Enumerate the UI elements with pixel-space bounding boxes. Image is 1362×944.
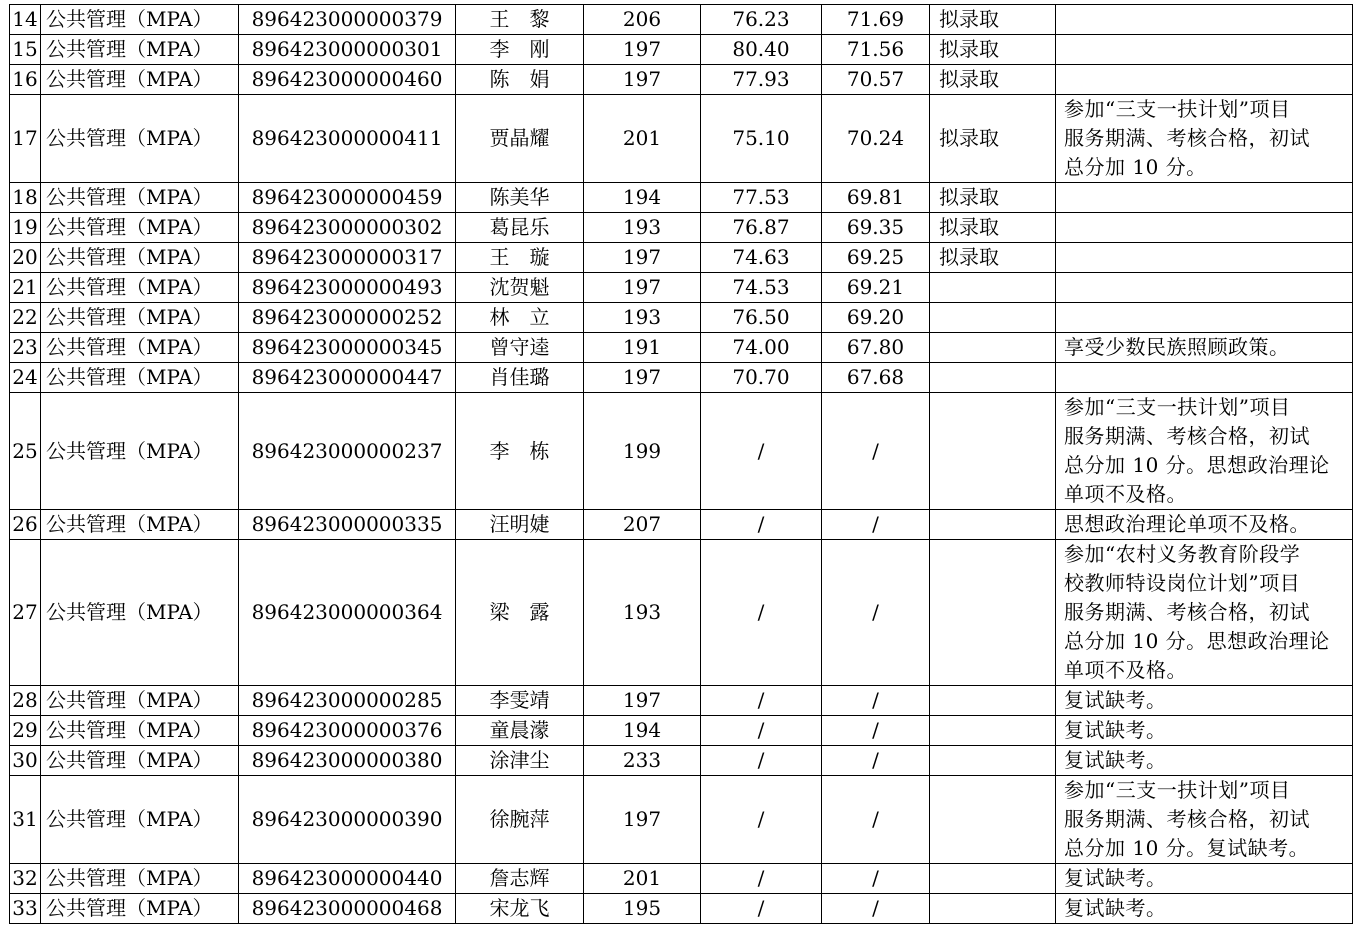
results-sheet (9, 4, 1353, 924)
remarks-cell (1056, 95, 1353, 183)
table-row (10, 65, 1353, 95)
remarks-line: 服务期满、考核合格，初试 (1064, 424, 1310, 448)
retest-score-cell: 77.93 (701, 65, 822, 95)
row-number-cell: 24 (10, 363, 41, 393)
major-cell: 公共管理（MPA） (41, 864, 239, 894)
row-number-cell: 15 (10, 35, 41, 65)
preliminary-score-cell: 233 (584, 746, 701, 776)
major-cell: 公共管理（MPA） (41, 716, 239, 746)
remarks-line: 复试缺考。 (1064, 748, 1167, 772)
row-number-cell: 17 (10, 95, 41, 183)
remarks-cell (1056, 303, 1353, 333)
candidate-id-cell: 896423000000301 (239, 35, 456, 65)
candidate-id-cell: 896423000000380 (239, 746, 456, 776)
candidate-name-cell: 徐腕萍 (456, 776, 584, 864)
row-number-cell: 29 (10, 716, 41, 746)
row-number-cell: 30 (10, 746, 41, 776)
table-row (10, 894, 1353, 924)
remarks-line: 单项不及格。 (1064, 482, 1187, 506)
admission-status-cell (930, 363, 1056, 393)
admission-status-cell (930, 333, 1056, 363)
major-cell: 公共管理（MPA） (41, 894, 239, 924)
preliminary-score-cell: 206 (584, 5, 701, 35)
admission-status-cell (930, 273, 1056, 303)
remarks-cell (1056, 510, 1353, 540)
remarks-cell (1056, 746, 1353, 776)
preliminary-score-cell: 194 (584, 183, 701, 213)
remarks-line: 校教师特设岗位计划”项目 (1064, 571, 1301, 595)
major-cell: 公共管理（MPA） (41, 183, 239, 213)
candidate-id-cell: 896423000000317 (239, 243, 456, 273)
candidate-name-cell: 陈 娟 (456, 65, 584, 95)
table-row (10, 333, 1353, 363)
row-number-cell: 21 (10, 273, 41, 303)
candidate-name-cell: 涂津尘 (456, 746, 584, 776)
remarks-cell (1056, 864, 1353, 894)
remarks-line: 服务期满、考核合格，初试 (1064, 126, 1310, 150)
table-body (10, 5, 1353, 924)
candidate-id-cell: 896423000000252 (239, 303, 456, 333)
retest-score-cell: 76.23 (701, 5, 822, 35)
major-cell: 公共管理（MPA） (41, 273, 239, 303)
candidate-name-cell: 李雯靖 (456, 686, 584, 716)
total-score-cell: / (822, 686, 930, 716)
candidate-name-cell: 李 栋 (456, 393, 584, 510)
candidate-id-cell: 896423000000335 (239, 510, 456, 540)
total-score-cell: / (822, 510, 930, 540)
remarks-empty (1064, 213, 1348, 242)
remarks-cell (1056, 540, 1353, 686)
candidate-id-cell: 896423000000440 (239, 864, 456, 894)
candidate-name-cell: 汪明婕 (456, 510, 584, 540)
retest-score-cell: 74.53 (701, 273, 822, 303)
admission-status-cell: 拟录取 (930, 243, 1056, 273)
remarks-empty (1064, 5, 1348, 34)
remarks-empty (1064, 303, 1348, 332)
preliminary-score-cell: 197 (584, 273, 701, 303)
remarks-line: 参加“三支一扶计划”项目 (1064, 395, 1291, 419)
candidate-name-cell: 王 璇 (456, 243, 584, 273)
candidate-id-cell: 896423000000447 (239, 363, 456, 393)
table-row (10, 183, 1353, 213)
remarks-line: 参加“三支一扶计划”项目 (1064, 778, 1291, 802)
remarks-line: 服务期满、考核合格，初试 (1064, 807, 1310, 831)
preliminary-score-cell: 207 (584, 510, 701, 540)
candidate-id-cell: 896423000000459 (239, 183, 456, 213)
retest-score-cell: / (701, 510, 822, 540)
retest-score-cell: 70.70 (701, 363, 822, 393)
remarks-empty (1064, 183, 1348, 212)
remarks-line: 享受少数民族照顾政策。 (1064, 335, 1290, 359)
retest-score-cell: 77.53 (701, 183, 822, 213)
major-cell: 公共管理（MPA） (41, 510, 239, 540)
retest-score-cell: 74.63 (701, 243, 822, 273)
remarks-line: 思想政治理论单项不及格。 (1064, 512, 1310, 536)
major-cell: 公共管理（MPA） (41, 95, 239, 183)
retest-score-cell: 76.87 (701, 213, 822, 243)
major-cell: 公共管理（MPA） (41, 776, 239, 864)
retest-score-cell: 75.10 (701, 95, 822, 183)
remarks-line: 单项不及格。 (1064, 658, 1187, 682)
candidate-id-cell: 896423000000302 (239, 213, 456, 243)
total-score-cell: 70.57 (822, 65, 930, 95)
preliminary-score-cell: 197 (584, 776, 701, 864)
candidate-name-cell: 詹志辉 (456, 864, 584, 894)
candidate-name-cell: 葛昆乐 (456, 213, 584, 243)
total-score-cell: / (822, 746, 930, 776)
row-number-cell: 22 (10, 303, 41, 333)
candidate-name-cell: 林 立 (456, 303, 584, 333)
row-number-cell: 18 (10, 183, 41, 213)
remarks-empty (1064, 273, 1348, 302)
candidate-id-cell: 896423000000364 (239, 540, 456, 686)
remarks-line: 参加“三支一扶计划”项目 (1064, 97, 1291, 121)
retest-score-cell: 76.50 (701, 303, 822, 333)
remarks-line: 参加“农村义务教育阶段学 (1064, 542, 1301, 566)
preliminary-score-cell: 197 (584, 363, 701, 393)
preliminary-score-cell: 201 (584, 864, 701, 894)
major-cell: 公共管理（MPA） (41, 213, 239, 243)
table-row (10, 510, 1353, 540)
preliminary-score-cell: 191 (584, 333, 701, 363)
major-cell: 公共管理（MPA） (41, 540, 239, 686)
total-score-cell: 69.21 (822, 273, 930, 303)
row-number-cell: 26 (10, 510, 41, 540)
remarks-empty (1064, 243, 1348, 272)
remarks-cell (1056, 894, 1353, 924)
candidate-id-cell: 896423000000345 (239, 333, 456, 363)
major-cell: 公共管理（MPA） (41, 303, 239, 333)
table-row (10, 213, 1353, 243)
remarks-line: 总分加 10 分。复试缺考。 (1064, 836, 1310, 860)
table-row (10, 776, 1353, 864)
row-number-cell: 31 (10, 776, 41, 864)
table-row (10, 35, 1353, 65)
table-row (10, 716, 1353, 746)
major-cell: 公共管理（MPA） (41, 35, 239, 65)
candidate-name-cell: 梁 露 (456, 540, 584, 686)
major-cell: 公共管理（MPA） (41, 686, 239, 716)
remarks-cell (1056, 363, 1353, 393)
preliminary-score-cell: 193 (584, 540, 701, 686)
table-row (10, 540, 1353, 686)
table-row (10, 864, 1353, 894)
candidate-name-cell: 肖佳璐 (456, 363, 584, 393)
major-cell: 公共管理（MPA） (41, 243, 239, 273)
remarks-empty (1064, 65, 1348, 94)
row-number-cell: 14 (10, 5, 41, 35)
preliminary-score-cell: 201 (584, 95, 701, 183)
preliminary-score-cell: 197 (584, 686, 701, 716)
admission-status-cell: 拟录取 (930, 5, 1056, 35)
remarks-cell (1056, 273, 1353, 303)
remarks-line: 服务期满、考核合格，初试 (1064, 600, 1310, 624)
table-row (10, 5, 1353, 35)
row-number-cell: 23 (10, 333, 41, 363)
major-cell: 公共管理（MPA） (41, 65, 239, 95)
table-row (10, 273, 1353, 303)
retest-score-cell: / (701, 716, 822, 746)
admission-status-cell (930, 716, 1056, 746)
remarks-cell (1056, 213, 1353, 243)
table-row (10, 303, 1353, 333)
candidate-name-cell: 宋龙飞 (456, 894, 584, 924)
admission-status-cell: 拟录取 (930, 65, 1056, 95)
retest-score-cell: / (701, 540, 822, 686)
candidate-name-cell: 童晨濛 (456, 716, 584, 746)
total-score-cell: 69.81 (822, 183, 930, 213)
admission-status-cell (930, 540, 1056, 686)
table-row (10, 746, 1353, 776)
remarks-empty (1064, 363, 1348, 392)
candidate-name-cell: 贾晶耀 (456, 95, 584, 183)
preliminary-score-cell: 197 (584, 65, 701, 95)
total-score-cell: 71.56 (822, 35, 930, 65)
total-score-cell: 69.25 (822, 243, 930, 273)
table-row (10, 363, 1353, 393)
major-cell: 公共管理（MPA） (41, 363, 239, 393)
candidate-name-cell: 陈美华 (456, 183, 584, 213)
remarks-cell (1056, 393, 1353, 510)
admission-status-cell (930, 864, 1056, 894)
total-score-cell: 69.20 (822, 303, 930, 333)
total-score-cell: / (822, 716, 930, 746)
retest-score-cell: / (701, 776, 822, 864)
admission-status-cell (930, 393, 1056, 510)
retest-score-cell: / (701, 894, 822, 924)
preliminary-score-cell: 194 (584, 716, 701, 746)
total-score-cell: / (822, 776, 930, 864)
admission-status-cell (930, 776, 1056, 864)
preliminary-score-cell: 193 (584, 213, 701, 243)
remarks-cell (1056, 5, 1353, 35)
preliminary-score-cell: 199 (584, 393, 701, 510)
candidate-id-cell: 896423000000376 (239, 716, 456, 746)
preliminary-score-cell: 195 (584, 894, 701, 924)
preliminary-score-cell: 197 (584, 35, 701, 65)
remarks-cell (1056, 35, 1353, 65)
remarks-line: 复试缺考。 (1064, 866, 1167, 890)
candidate-id-cell: 896423000000237 (239, 393, 456, 510)
retest-score-cell: 80.40 (701, 35, 822, 65)
admission-status-cell: 拟录取 (930, 95, 1056, 183)
preliminary-score-cell: 197 (584, 243, 701, 273)
total-score-cell: 67.80 (822, 333, 930, 363)
remarks-cell (1056, 183, 1353, 213)
row-number-cell: 25 (10, 393, 41, 510)
total-score-cell: / (822, 393, 930, 510)
admission-status-cell (930, 510, 1056, 540)
major-cell: 公共管理（MPA） (41, 333, 239, 363)
row-number-cell: 33 (10, 894, 41, 924)
remarks-line: 复试缺考。 (1064, 688, 1167, 712)
total-score-cell: / (822, 894, 930, 924)
retest-score-cell: / (701, 864, 822, 894)
admission-status-cell (930, 894, 1056, 924)
major-cell: 公共管理（MPA） (41, 393, 239, 510)
candidate-name-cell: 李 刚 (456, 35, 584, 65)
candidate-id-cell: 896423000000493 (239, 273, 456, 303)
admission-status-cell: 拟录取 (930, 183, 1056, 213)
candidate-id-cell: 896423000000285 (239, 686, 456, 716)
admission-status-cell (930, 746, 1056, 776)
remarks-empty (1064, 35, 1348, 64)
major-cell: 公共管理（MPA） (41, 5, 239, 35)
preliminary-score-cell: 193 (584, 303, 701, 333)
table-row (10, 686, 1353, 716)
total-score-cell: 67.68 (822, 363, 930, 393)
candidate-name-cell: 曾守逵 (456, 333, 584, 363)
major-cell: 公共管理（MPA） (41, 746, 239, 776)
admission-status-cell (930, 686, 1056, 716)
row-number-cell: 20 (10, 243, 41, 273)
remarks-cell (1056, 686, 1353, 716)
candidate-id-cell: 896423000000379 (239, 5, 456, 35)
candidate-id-cell: 896423000000460 (239, 65, 456, 95)
remarks-cell (1056, 65, 1353, 95)
table-row (10, 393, 1353, 510)
candidate-id-cell: 896423000000411 (239, 95, 456, 183)
row-number-cell: 28 (10, 686, 41, 716)
remarks-cell (1056, 776, 1353, 864)
remarks-cell (1056, 243, 1353, 273)
candidate-name-cell: 王 黎 (456, 5, 584, 35)
table-row (10, 95, 1353, 183)
retest-score-cell: / (701, 686, 822, 716)
total-score-cell: 69.35 (822, 213, 930, 243)
table-row (10, 243, 1353, 273)
retest-score-cell: / (701, 746, 822, 776)
candidate-name-cell: 沈贺魁 (456, 273, 584, 303)
admission-status-cell: 拟录取 (930, 35, 1056, 65)
remarks-cell (1056, 716, 1353, 746)
remarks-line: 复试缺考。 (1064, 896, 1167, 920)
retest-score-cell: / (701, 393, 822, 510)
total-score-cell: 70.24 (822, 95, 930, 183)
remarks-line: 总分加 10 分。 (1064, 155, 1207, 179)
total-score-cell: 71.69 (822, 5, 930, 35)
admission-status-cell (930, 303, 1056, 333)
remarks-line: 复试缺考。 (1064, 718, 1167, 742)
row-number-cell: 16 (10, 65, 41, 95)
row-number-cell: 27 (10, 540, 41, 686)
row-number-cell: 32 (10, 864, 41, 894)
total-score-cell: / (822, 540, 930, 686)
retest-score-cell: 74.00 (701, 333, 822, 363)
total-score-cell: / (822, 864, 930, 894)
admission-status-cell: 拟录取 (930, 213, 1056, 243)
candidate-id-cell: 896423000000390 (239, 776, 456, 864)
remarks-line: 总分加 10 分。思想政治理论 (1064, 629, 1330, 653)
row-number-cell: 19 (10, 213, 41, 243)
remarks-line: 总分加 10 分。思想政治理论 (1064, 453, 1330, 477)
admission-results-table (9, 4, 1353, 924)
candidate-id-cell: 896423000000468 (239, 894, 456, 924)
remarks-cell (1056, 333, 1353, 363)
